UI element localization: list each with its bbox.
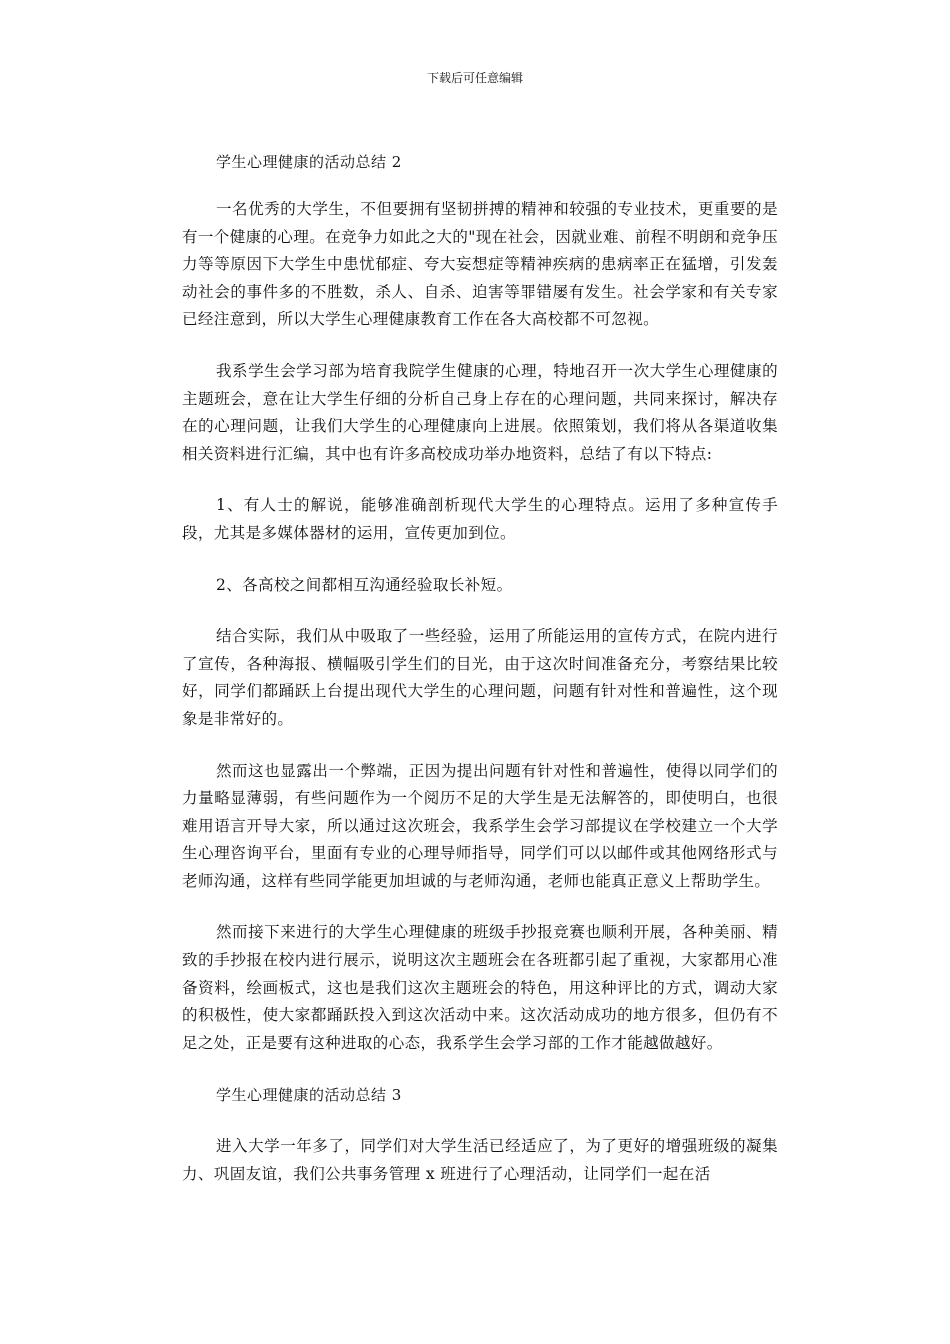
- section-title-3: 学生心理健康的活动总结 3: [216, 1086, 402, 1105]
- paragraph-study-dept: 我系学生会学习部为培育我院学生健康的心理，特地召开一次大学生心理健康的主题班会，意在让大学生仔细的分析自己身上存在的心理问题，共同来探讨，解决存在的心理问题，让我们大学生的心理健康向上进展。依照策划，我们将从各渠道收集相关资料进行汇编，其中也有许多高校成功举办地资料，总结了有以下特点:: [182, 361, 778, 463]
- page-header-note: 下载后可任意编辑: [426, 71, 523, 85]
- paragraph-feature-1: 1、有人士的解说，能够准确剖析现代大学生的心理特点。运用了多种宣传手段，尤其是多媒体器材的运用，宣传更加到位。: [182, 496, 778, 542]
- document-body: [182, 148, 778, 1189]
- paragraph-handwritten-newspaper: 然而接下来进行的大学生心理健康的班级手抄报竞赛也顺利开展，各种美丽、精致的手抄报在校内进行展示，说明这次主题班会在各班都引起了重视，大家都用心准备资料，绘画板式，这也是我们这次主题班会的特色，用这种评比的方式，调动大家的积极性，使大家都踊跃投入到这次活动中来。这次活动成功的地方很多，但仍有不足之处，正是要有这种进取的心态，我系学生会学习部的工作才能越做越好。: [182, 923, 778, 1052]
- paragraph-practice: 结合实际，我们从中吸取了一些经验，运用了所能运用的宣传方式，在院内进行了宣传，各种海报、横幅吸引学生们的目光，由于这次时间准备充分，考察结果比较好，同学们都踊跃上台提出现代大学生的心理问题，问题有针对性和普遍性，这个现象是非常好的。: [182, 627, 778, 728]
- section-title-2: 学生心理健康的活动总结 2: [216, 153, 402, 171]
- paragraph-section-3-intro: 进入大学一年多了，同学们对大学生活已经适应了，为了更好的增强班级的凝集力、巩固友谊，我们公共事务管理 x 班进行了心理活动，让同学们一起在活: [182, 1137, 778, 1184]
- paragraph-intro: 一名优秀的大学生，不但要拥有坚韧拼搏的精神和较强的专业技术，更重要的是有一个健康的心理。在竞争力如此之大的"现在社会，因就业难、前程不明朗和竞争压力等等原因下大学生中患忧郁症、夸大妄想症等精神疾病的患病率正在猛增，引发轰动社会的事件多的不胜数，杀人、自杀、迫害等罪错屡有发生。社会学家和有关专家已经注意到，所以大学生心理健康教育工作在各大高校都不可忽视。: [182, 200, 778, 329]
- paragraph-feature-2: 2、各高校之间都相互沟通经验取长补短。: [216, 575, 513, 594]
- paragraph-drawback: 然而这也显露出一个弊端，正因为提出问题有针对性和普遍性，使得以同学们的力量略显薄弱，有些问题作为一个阅历不足的大学生是无法解答的，即使明白，也很难用语言开导大家，所以通过这次班会，我系学生会学习部提议在学校建立一个大学生心理咨询平台，里面有专业的心理导师指导，同学们可以以邮件或其他网络形式与老师沟通，这样有些同学能更加坦诚的与老师沟通，老师也能真正意义上帮助学生。: [182, 761, 778, 890]
